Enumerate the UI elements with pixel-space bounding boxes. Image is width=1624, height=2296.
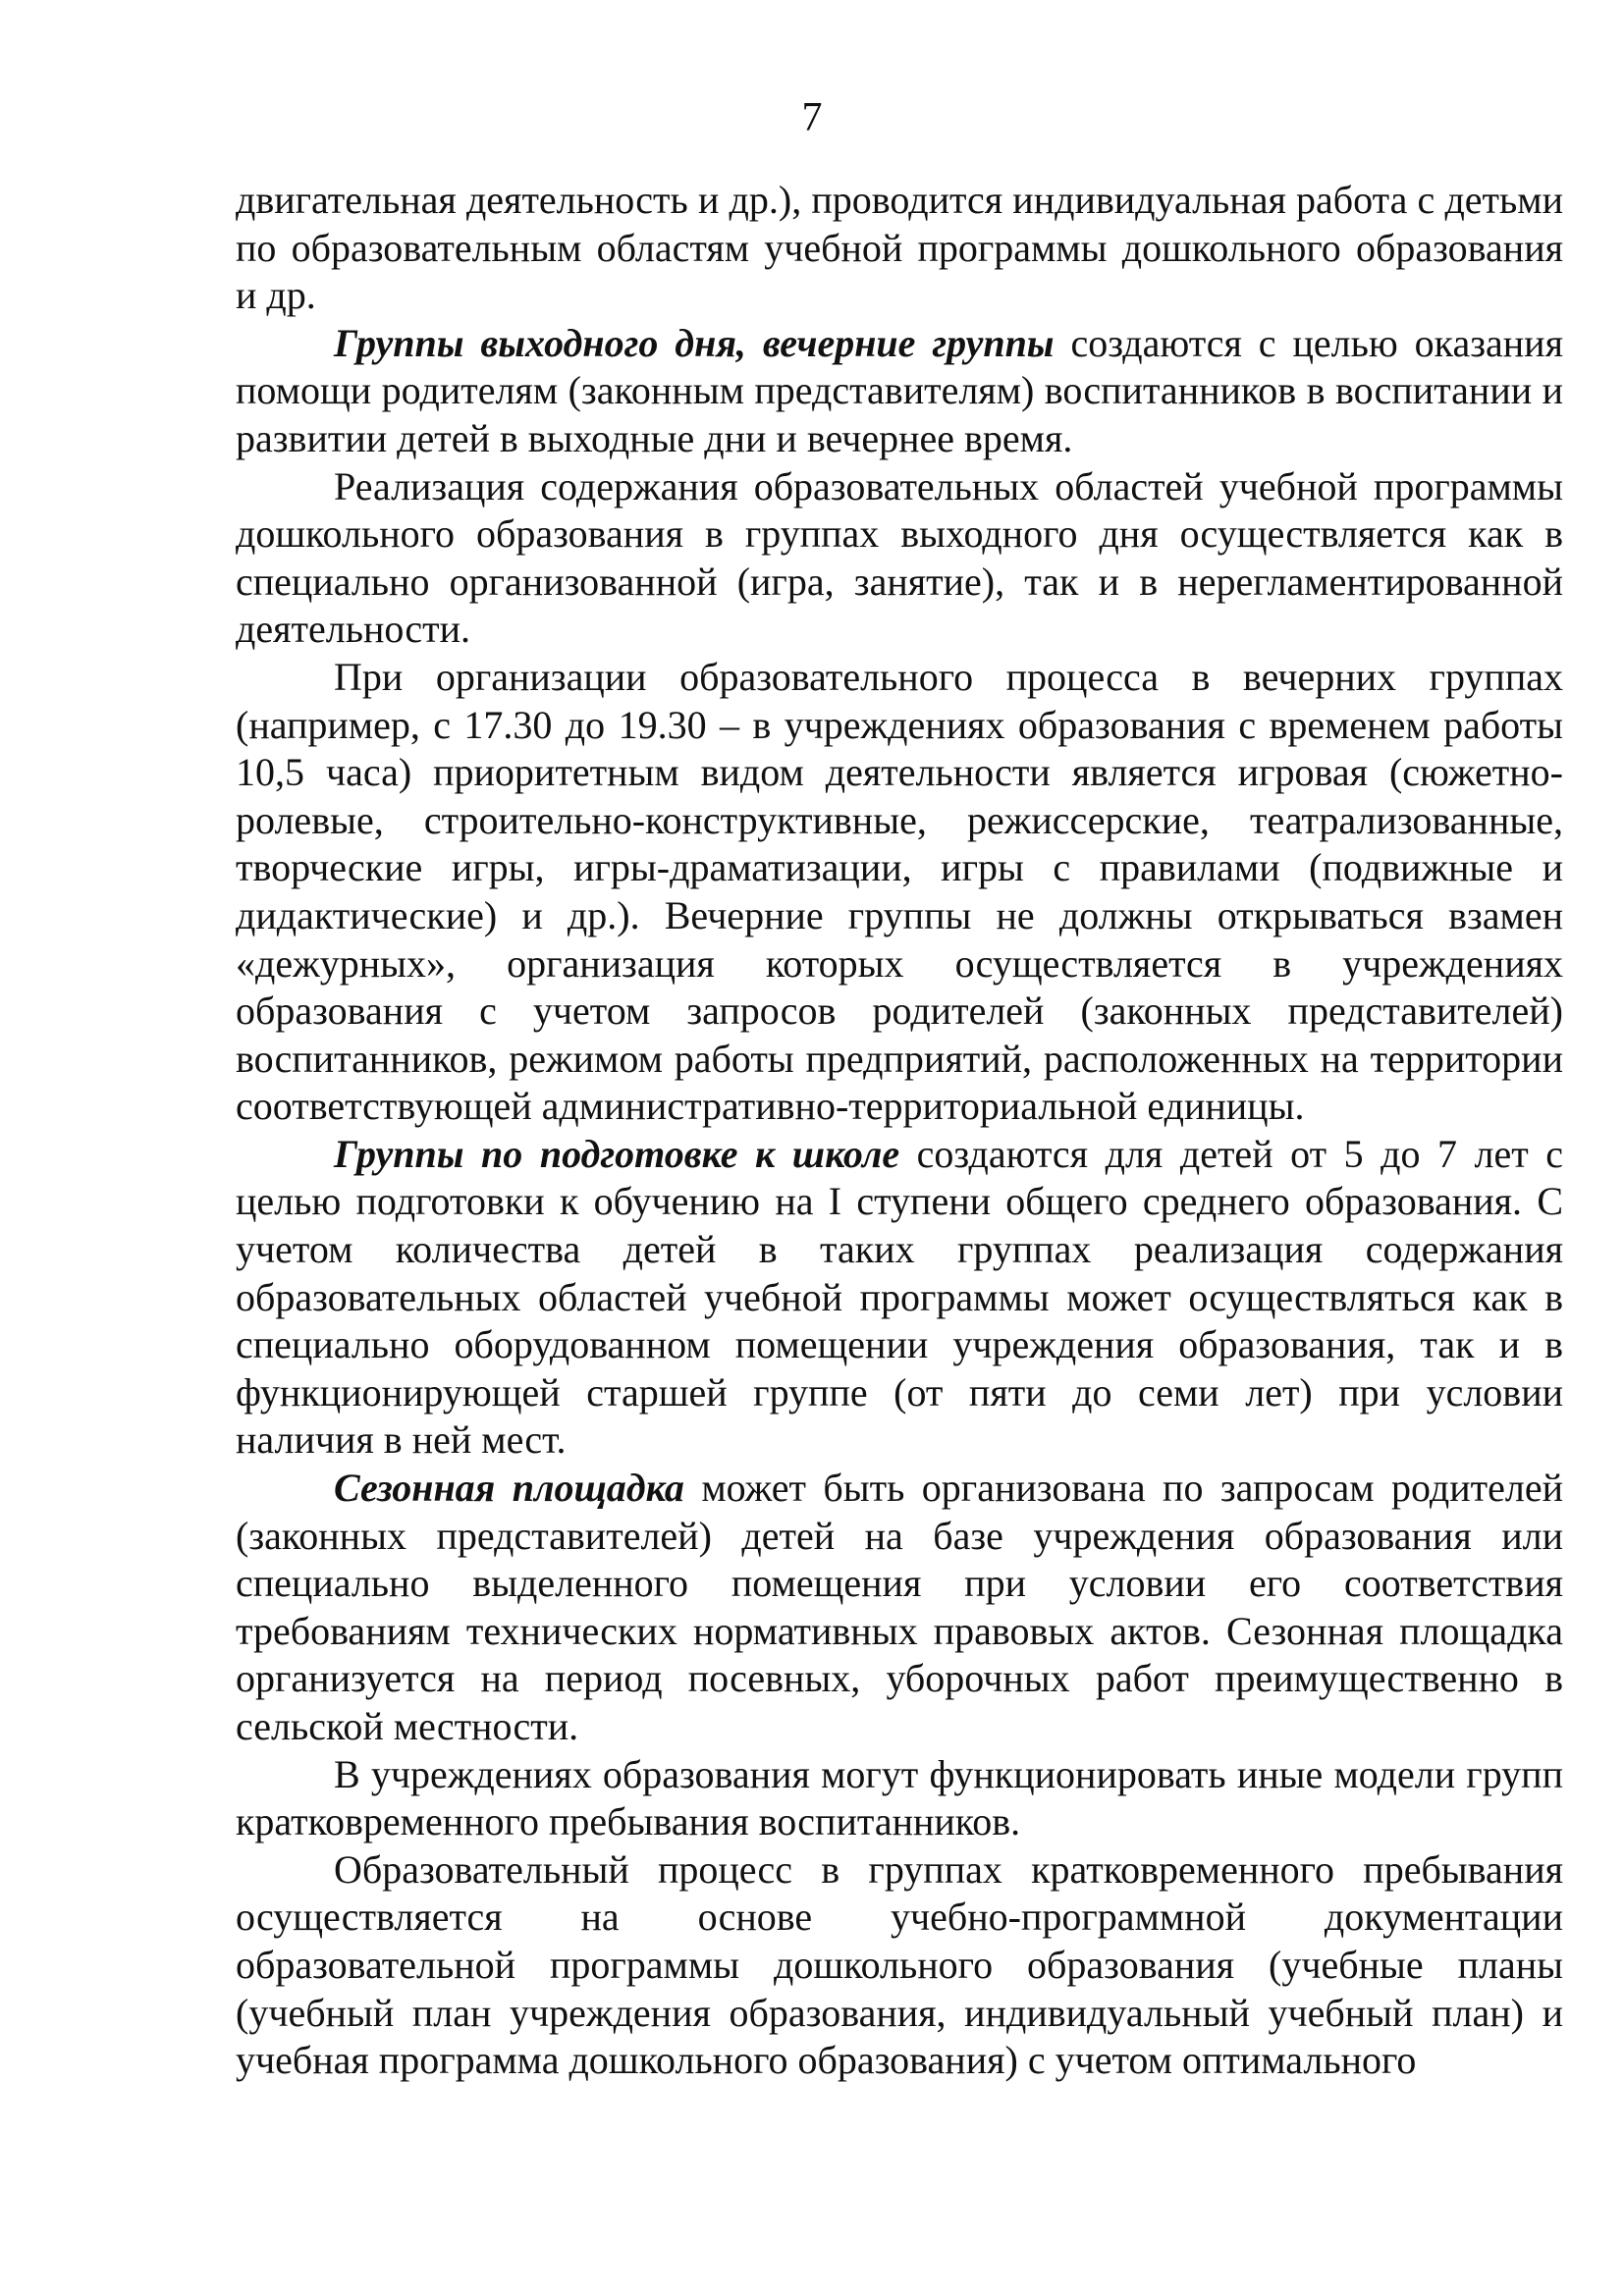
paragraph-evening-process [236,654,1563,1131]
paragraph-text: При организации образовательного процесса в вечерних группах (например, с 17.30 до 19.30 – в учреждениях образования с временем работы 10,5 часа) приоритетным видом деятельности является игровая (сюжетно-ролевые, строительно-конструктивные, режиссерские, театрализованные, творческие игры, игры-драматизации, игры с правилами (подвижные и дидактические) и др.). Вечерние группы не должны открываться взамен «дежурных», организация которых осуществляется в учреждениях образования с учетом запросов родителей (законных представителей) воспитанников, режимом работы предприятий, расположенных на территории соответствующей административно-территориальной единицы. [236,654,1563,1129]
paragraph-text: В учреждениях образования могут функционировать иные модели групп кратковременного пребывания воспитанников. [236,1751,1563,1844]
term-school-preparation-groups: Группы по подготовке к школе [334,1131,900,1176]
paragraph-text: двигательная деятельность и др.), проводится индивидуальная работа с детьми по образовательным областям учебной программы дошкольного образования и др. [236,178,1563,318]
paragraph-seasonal-playground [236,1465,1563,1751]
paragraph-weekend-evening-groups [236,320,1563,463]
paragraph-educational-process [236,1846,1563,2085]
paragraph-text: создаются для детей от 5 до 7 лет с целью подготовки к обучению на I ступени общего среднего образования. С учетом количества детей в таких группах реализация содержания образовательных областей учебной программы может осуществляться как в специально оборудованном помещении учреждения образования, так и в функционирующей старшей группе (от пяти до семи лет) при условии наличия в ней мест. [236,1131,1564,1463]
paragraph-continuation [236,177,1563,320]
document-body [236,177,1563,2085]
term-seasonal-playground: Сезонная площадка [334,1466,684,1511]
paragraph-text: может быть организована по запросам родителей (законных представителей) детей на базе учреждения образования или специально выделенного помещения при условии его соответствия требованиям технических нормативных правовых актов. Сезонная площадка организуется на период посевных, уборочных работ преимущественно в сельской местности. [236,1466,1563,1748]
paragraph-text: создаются с целью оказания помощи родителям (законным представителям) воспитанников в воспитании и развитии детей в выходные дни и вечернее время. [236,320,1563,460]
paragraph-text: Образовательный процесс в группах кратковременного пребывания осуществляется на основе учебно-программной документации образовательной программы дошкольного образования (учебные планы (учебный план учреждения образования, индивидуальный учебный план) и учебная программа дошкольного образования) с учетом оптимального [236,1846,1563,2083]
paragraph-content-implementation [236,463,1563,654]
term-weekend-evening-groups: Группы выходного дня, вечерние группы [334,320,1055,365]
page-number: 7 [801,95,823,140]
paragraph-other-models [236,1751,1563,1846]
paragraph-text: Реализация содержания образовательных областей учебной программы дошкольного образования в группах выходного дня осуществляется как в специально организованной (игра, занятие), так и в нерегламентированной деятельности. [236,463,1563,652]
paragraph-school-preparation [236,1131,1563,1465]
